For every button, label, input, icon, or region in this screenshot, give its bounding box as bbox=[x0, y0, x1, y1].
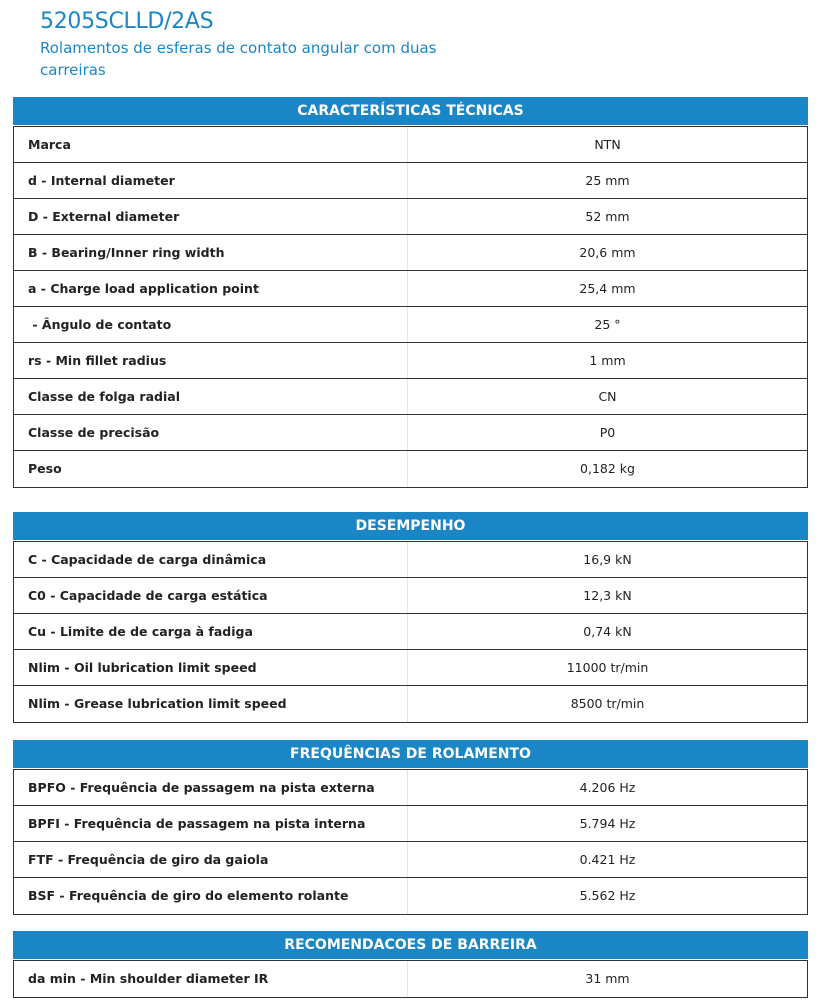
row-value: 1 mm bbox=[589, 353, 626, 368]
row-label: D - External diameter bbox=[14, 199, 408, 234]
section-performance bbox=[13, 512, 808, 723]
table-row bbox=[14, 842, 807, 878]
table-row bbox=[14, 307, 807, 343]
table-row bbox=[14, 806, 807, 842]
row-label: Nlim - Grease lubrication limit speed bbox=[14, 686, 408, 722]
row-value: 8500 tr/min bbox=[570, 696, 645, 711]
frequency-table bbox=[13, 769, 808, 915]
row-label: rs - Min fillet radius bbox=[14, 343, 408, 378]
table-row bbox=[14, 578, 807, 614]
row-label: Marca bbox=[14, 127, 408, 162]
row-value: 25 ° bbox=[594, 317, 621, 332]
row-value: P0 bbox=[599, 425, 616, 440]
row-value: NTN bbox=[594, 137, 621, 152]
table-row bbox=[14, 878, 807, 914]
row-label: a - Charge load application point bbox=[14, 271, 408, 306]
table-row bbox=[14, 650, 807, 686]
table-row bbox=[14, 127, 807, 163]
section-title: FREQUÊNCIAS DE ROLAMENTO bbox=[13, 740, 808, 769]
row-value: 5.794 Hz bbox=[579, 816, 636, 831]
row-value: 11000 tr/min bbox=[566, 660, 649, 675]
section-recommendations bbox=[13, 931, 808, 998]
table-row bbox=[14, 542, 807, 578]
row-value: 0,74 kN bbox=[583, 624, 632, 639]
table-row bbox=[14, 163, 807, 199]
table-row bbox=[14, 271, 807, 307]
product-title: 5205SCLLD/2AS bbox=[40, 9, 214, 34]
row-label: Nlim - Oil lubrication limit speed bbox=[14, 650, 408, 685]
row-label: BPFI - Frequência de passagem na pista interna bbox=[14, 806, 408, 841]
row-value: 20,6 mm bbox=[579, 245, 636, 260]
row-label: - Ângulo de contato bbox=[14, 307, 408, 342]
row-label: BPFO - Frequência de passagem na pista externa bbox=[14, 770, 408, 805]
section-frequencies bbox=[13, 740, 808, 915]
row-label: Cu - Limite de de carga à fadiga bbox=[14, 614, 408, 649]
product-subtitle: Rolamentos de esferas de contato angular com duas carreiras bbox=[40, 39, 437, 79]
row-value: 0.421 Hz bbox=[579, 852, 636, 867]
section-technical bbox=[13, 97, 808, 488]
row-value: 4.206 Hz bbox=[579, 780, 636, 795]
row-value: 31 mm bbox=[585, 971, 630, 986]
row-value: 16,9 kN bbox=[583, 552, 632, 567]
table-row bbox=[14, 961, 807, 997]
row-value: 25,4 mm bbox=[579, 281, 636, 296]
row-label: B - Bearing/Inner ring width bbox=[14, 235, 408, 270]
row-label: Classe de precisão bbox=[14, 415, 408, 450]
row-value: CN bbox=[598, 389, 617, 404]
table-row bbox=[14, 686, 807, 722]
recommendation-table bbox=[13, 960, 808, 998]
spec-table bbox=[13, 126, 808, 488]
row-value: 5.562 Hz bbox=[579, 888, 636, 903]
row-label: Classe de folga radial bbox=[14, 379, 408, 414]
table-row bbox=[14, 451, 807, 487]
performance-table bbox=[13, 541, 808, 723]
section-title: CARACTERÍSTICAS TÉCNICAS bbox=[13, 97, 808, 126]
row-label: C - Capacidade de carga dinâmica bbox=[14, 542, 408, 577]
section-title: DESEMPENHO bbox=[13, 512, 808, 541]
table-row bbox=[14, 379, 807, 415]
table-row bbox=[14, 235, 807, 271]
row-label: C0 - Capacidade de carga estática bbox=[14, 578, 408, 613]
row-value: 52 mm bbox=[585, 209, 630, 224]
table-row bbox=[14, 614, 807, 650]
row-label: BSF - Frequência de giro do elemento rolante bbox=[14, 878, 408, 914]
row-value: 0,182 kg bbox=[580, 461, 635, 476]
table-row bbox=[14, 415, 807, 451]
row-label: Peso bbox=[14, 451, 408, 487]
table-row bbox=[14, 770, 807, 806]
table-row bbox=[14, 343, 807, 379]
table-row bbox=[14, 199, 807, 235]
row-label: FTF - Frequência de giro da gaiola bbox=[14, 842, 408, 877]
row-value: 12,3 kN bbox=[583, 588, 632, 603]
row-value: 25 mm bbox=[585, 173, 630, 188]
row-label: da min - Min shoulder diameter IR bbox=[14, 961, 408, 997]
page-header bbox=[40, 8, 460, 81]
row-label: d - Internal diameter bbox=[14, 163, 408, 198]
section-title: RECOMENDACOES DE BARREIRA bbox=[13, 931, 808, 960]
